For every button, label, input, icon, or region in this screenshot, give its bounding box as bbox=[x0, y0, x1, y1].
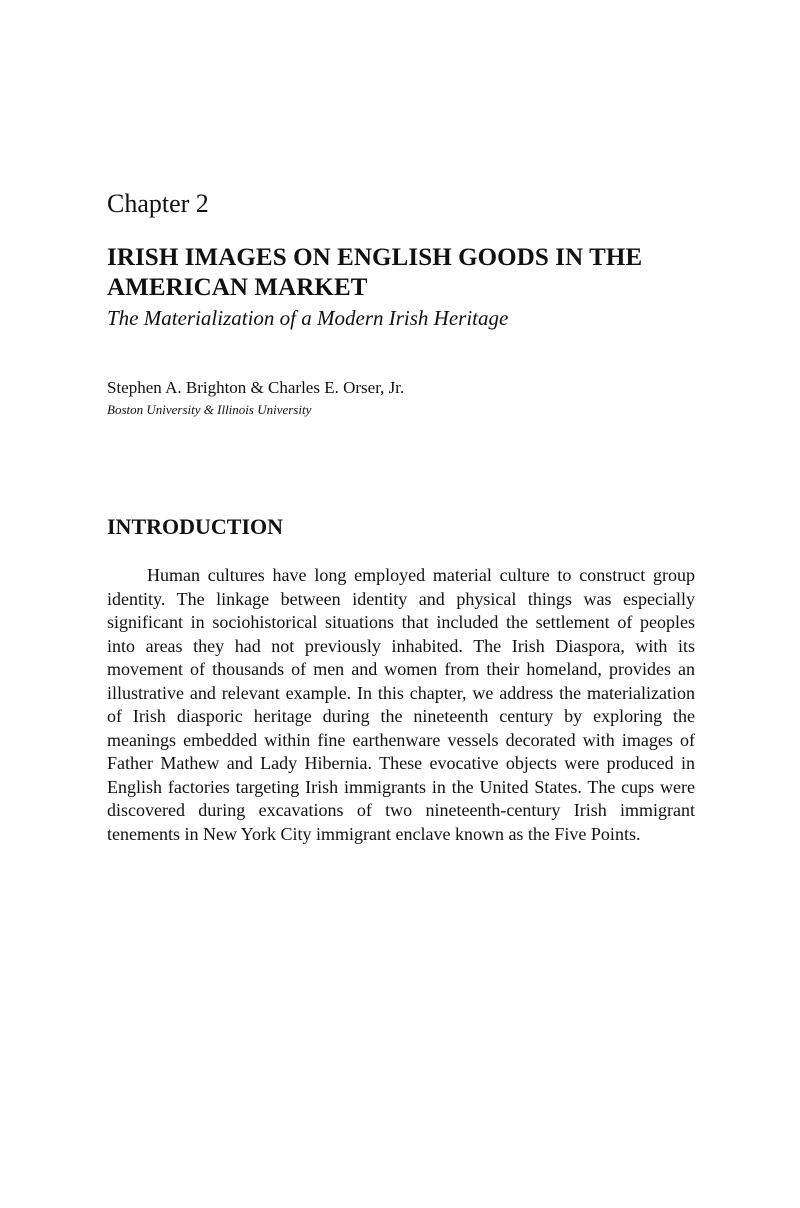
chapter-title: IRISH IMAGES ON ENGLISH GOODS IN THE AMERICAN MARKET bbox=[107, 244, 643, 301]
chapter-label: Chapter 2 bbox=[107, 189, 209, 218]
chapter-subtitle: The Materialization of a Modern Irish Heritage bbox=[107, 306, 509, 330]
section-heading-introduction: INTRODUCTION bbox=[107, 514, 284, 539]
author-names: Stephen A. Brighton & Charles E. Orser, Jr. bbox=[107, 378, 405, 397]
introduction-paragraph: Human cultures have long employed material culture to construct group identity. The linkage between identity and physical things was especially significant in sociohistorical situations that included the settlement of peoples into areas they had not previously inhabited. The Irish Diaspora, with its movement of thousands of men and women from their homeland, provides an illustrative and relevant example. In this chapter, we address the materialization of Irish diasporic heritage during the nineteenth century by exploring the meanings embedded within fine earthenware vessels decorated with images of Father Mathew and Lady Hibernia. These evocative objects were produced in English factories targeting Irish immigrants in the United States. The cups were discovered during excavations of two nineteenth-century Irish immigrant tenements in New York City immigrant enclave known as the Five Points. bbox=[107, 565, 695, 844]
author-affiliation: Boston University & Illinois University bbox=[107, 402, 312, 417]
